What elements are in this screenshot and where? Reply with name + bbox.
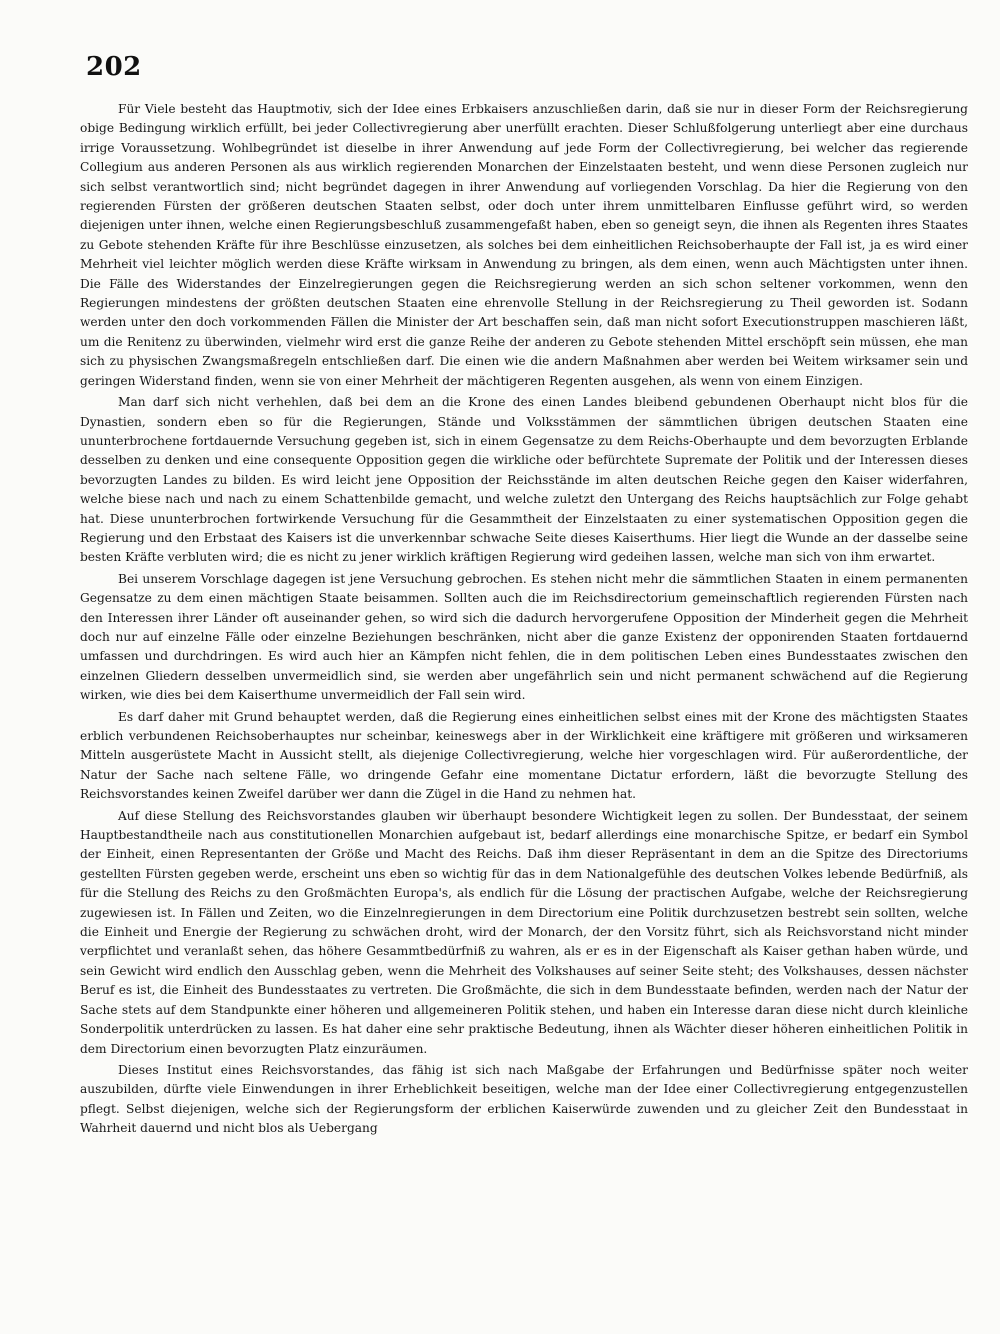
page-number: 202 — [86, 52, 142, 82]
paragraph: Dieses Institut eines Reichsvorstandes, das fähig ist sich nach Maßgabe der Erfahrungen und Bedürfnisse später noch weiter auszubilden, dürfte viele Einwendungen in ihrer Erheblichkeit beseitigen, welche man der Idee einer Collectivregierung entgegenzustellen pflegt. Selbst diejenigen, welche sich der Regierungsform der erblichen Kaiserwürde zuwenden und zu gleicher Zeit den Bundesstaat in Wahrheit dauernd und nicht blos als Uebergang — [80, 1062, 968, 1136]
paragraph: Es darf daher mit Grund behauptet werden, daß die Regierung eines einheitlichen selbst eines mit der Krone des mächtigsten Staates erblich verbundenen Reichsoberhauptes nur scheinbar, keineswegs aber in der Wirklichkeit eine kräftigere mit größeren und wirksameren Mitteln ausgerüstete Macht in Aussicht stellt, als diejenige Collectivregierung, welche hier vorgeschlagen wird. Für außerordentliche, der Natur der Sache nach seltene Fälle, wo dringende Gefahr eine momentane Dictatur erfordern, läßt die bevorzugte Stellung des Reichsvorstandes keinen Zweifel darüber wer dann die Zügel in die Hand zu nehmen hat. — [80, 709, 968, 802]
paragraph: Bei unserem Vorschlage dagegen ist jene Versuchung gebrochen. Es stehen nicht mehr die sämmtlichen Staaten in einem permanenten Gegensatze zu dem einen mächtigen Staate beisammen. Sollten auch die im Reichsdirectorium gemeinschaftlich regierenden Fürsten nach den Interessen ihrer Länder oft auseinander gehen, so wird sich die dadurch hervorgerufene Opposition der Minderheit gegen die Mehrheit doch nur auf einzelne Fälle oder einzelne Beziehungen beschränken, nicht aber die ganze Existenz der opponirenden Staaten fortdauernd umfassen und durchdringen. Es wird auch hier an Kämpfen nicht fehlen, die in dem politischen Leben eines Bundesstaates zwischen den einzelnen Gliedern desselben unvermeidlich sind, sie werden aber ungefährlich sein und nicht permanent schwächend auf die Regierung wirken, wie dies bei dem Kaiserthume unvermeidlich der Fall sein wird. — [80, 571, 968, 703]
body-text — [80, 100, 968, 1139]
paragraph: Auf diese Stellung des Reichsvorstandes glauben wir überhaupt besondere Wichtigkeit legen zu sollen. Der Bundesstaat, der seinem Hauptbestandtheile nach aus constitutionellen Monarchien aufgebaut ist, bedarf allerdings eine monarchische Spitze, er bedarf ein Symbol der Einheit, einen Representanten der Größe und Macht des Reichs. Daß ihm dieser Repräsentant in dem an die Spitze des Directoriums gestellten Fürsten gegeben werde, erscheint uns eben so wichtig für das in dem Nationalgefühle des deutschen Volkes lebende Bedürfniß, als für die Stellung des Reichs zu den Großmächten Europa's, als endlich für die Lösung der practischen Aufgabe, welche der Reichsregierung zugewiesen ist. In Fällen und Zeiten, wo die Einzelnregierungen in dem Directorium eine Politik durchzusetzen bestrebt sein sollten, welche die Einheit und Energie der Regierung zu schwächen droht, wird der Monarch, der den Vorsitz führt, sich als Reichsvorstand nicht minder verpflichtet und veranlaßt sehen, das höhere Gesammtbedürfniß zu wahren, als er es in der Eigenschaft als Kaiser gethan haben würde, und sein Gewicht wird endlich den Ausschlag geben, wenn die Mehrheit des Volkshauses auf seiner Seite steht; des Volkshauses, dessen nächster Beruf es ist, die Einheit des Bundesstaates zu vertreten. Die Großmächte, die sich in dem Bundesstaate befinden, werden nach der Natur der Sache stets auf dem Standpunkte einer höheren und allgemeineren Politik stehen, und haben ein Interesse daran diese nicht durch kleinliche Sonderpolitik unterdrücken zu lassen. Es hat daher eine sehr praktische Bedeutung, ihnen als Wächter dieser höheren einheitlichen Politik in dem Directorium einen bevorzugten Platz einzuräumen. — [80, 808, 968, 1056]
paragraph: Für Viele besteht das Hauptmotiv, sich der Idee eines Erbkaisers anzuschließen darin, daß sie nur in dieser Form der Reichsregierung obige Bedingung wirklich erfüllt, bei jeder Collectivregierung aber unerfüllt erachten. Dieser Schlußfolgerung unterliegt aber eine durchaus irrige Voraussetzung. Wohlbegründet ist dieselbe in ihrer Anwendung auf jede Form der Collectivregierung, bei welcher das regierende Collegium aus anderen Personen als aus wirklich regierenden Monarchen der Einzelstaaten besteht, und wenn diese Personen zugleich nur sich selbst verantwortlich sind; nicht begründet dagegen in ihrer Anwendung auf vorliegenden Vorschlag. Da hier die Regierung von den regierenden Fürsten der größeren deutschen Staaten selbst, oder doch unter ihrem unmittelbaren Einflusse geführt wird, so werden diejenigen unter ihnen, welche einen Regierungsbeschluß zusammengefaßt haben, eben so geneigt seyn, die ihnen als Regenten ihres Staates zu Gebote stehenden Kräfte für ihre Beschlüsse einzusetzen, als solches bei dem einheitlichen Reichsoberhaupte der Fall ist, ja es wird einer Mehrheit viel leichter möglich werden diese Kräfte wirksam in Anwendung zu bringen, als dem einen, wenn auch Mächtigsten unter ihnen. Die Fälle des Widerstandes der Einzelregierungen gegen die Reichsregierung werden an sich schon seltener vorkommen, wenn den Regierungen mindestens der größten deutschen Staaten eine ehrenvolle Stellung in der Reichsregierung zu Theil geworden ist. Sodann werden unter den doch vorkommenden Fällen die Minister der Art beschaffen sein, daß man nicht sofort Executionstruppen maschieren läßt, um die Renitenz zu überwinden, vielmehr wird erst die ganze Reihe der anderen zu Gebote stehenden Mittel erschöpft sein müssen, ehe man sich zu physischen Zwangsmaßregeln entschließen darf. Die einen wie die andern Maßnahmen aber werden bei Weitem wirksamer sein und geringen Widerstand finden, wenn sie von einer Mehrheit der mächtigeren Regenten ausgehen, als wenn von einem Einzigen. — [80, 102, 968, 388]
paragraph: Man darf sich nicht verhehlen, daß bei dem an die Krone des einen Landes bleibend gebundenen Oberhaupt nicht blos für die Dynastien, sondern eben so für die Regierungen, Stände und Volksstämmen der sämmtlichen übrigen deutschen Staaten eine ununterbrochene fortdauernde Versuchung gegeben ist, sich in einem Gegensatze zu dem Reichs-Oberhaupte und dem bevorzugten Erblande desselben zu denken und eine consequente Opposition gegen die wirkliche oder befürchtete Supremate der Politik und der Interessen dieses bevorzugten Landes zu bilden. Es wird leicht jene Opposition der Reichsstände im alten deutschen Reiche gegen den Kaiser widerfahren, welche biese nach und nach zu einem Schattenbilde gemacht, und welche zuletzt den Untergang des Reichs hauptsächlich zur Folge gehabt hat. Diese ununterbrochen fortwirkende Versuchung für die Gesammtheit der Einzelstaaten zu einer systematischen Opposition gegen die Regierung und den Erbstaat des Kaisers ist die unverkennbar schwache Seite dieses Kaiserthums. Hier liegt die Wunde an der dasselbe seine besten Kräfte verbluten wird; die es nicht zu jener wirklich kräftigen Regierung wird gedeihen lassen, welche man sich von ihm erwartet. — [80, 395, 968, 565]
